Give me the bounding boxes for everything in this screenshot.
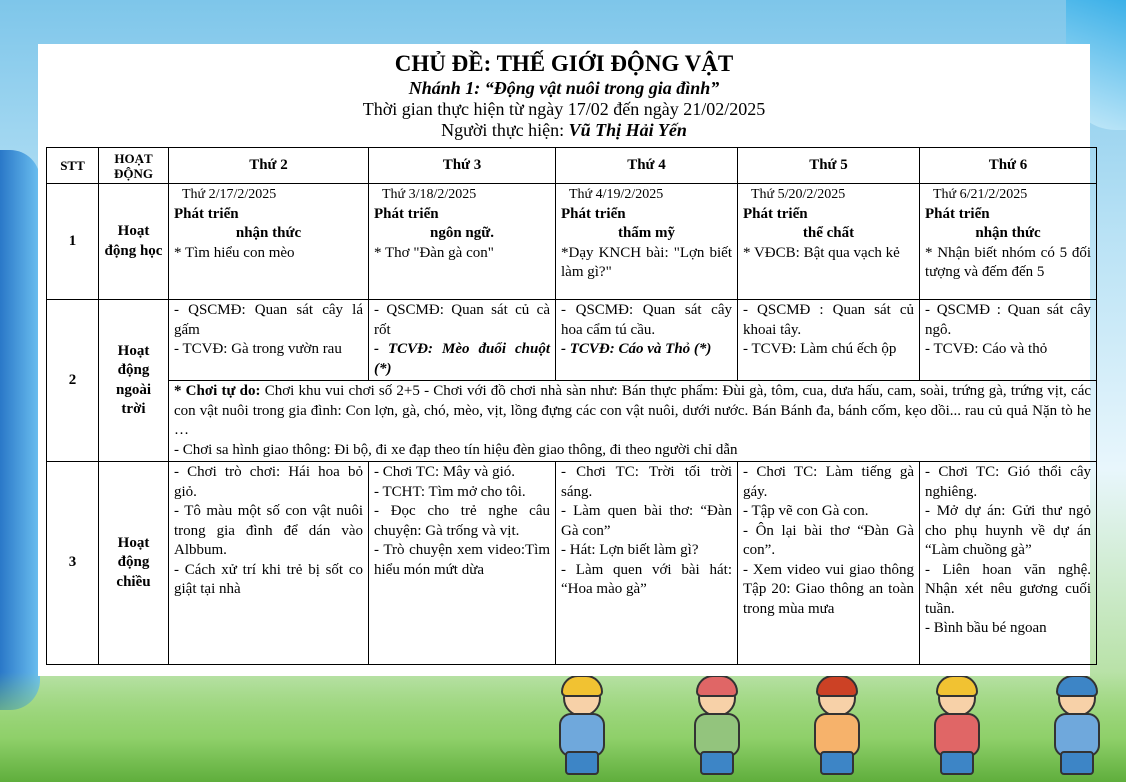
afternoon-cell-friday <box>920 462 1097 665</box>
lesson-area: Phát triển <box>561 205 626 222</box>
header-friday: Thứ 6 <box>920 148 1097 184</box>
afternoon-item: - Cách xử trí khi trẻ bị sốt co giật tại nhà <box>174 561 363 597</box>
lesson-area-detail: thẩm mỹ <box>617 225 676 241</box>
outdoor-game: - TCVĐ: Cáo và Thỏ (*) <box>561 341 712 357</box>
lesson-cell-wednesday <box>556 184 738 300</box>
outdoor-observation: - QSCMĐ : Quan sát cây ngô. <box>925 302 1091 338</box>
lesson-date: Thứ 4/19/2/2025 <box>569 187 664 202</box>
outdoor-observation: - QSCMĐ: Quan sát củ cà rốt <box>374 302 550 338</box>
afternoon-item: - Trò chuyện xem video:Tìm hiểu món mứt dừa <box>374 542 550 578</box>
lesson-area: Phát triển <box>174 205 239 222</box>
table-header-row <box>47 148 1097 184</box>
afternoon-item: - Bình bầu bé ngoan <box>925 620 1047 636</box>
afternoon-item: - Chơi TC: Mây và gió. <box>374 464 515 480</box>
afternoon-item: - Đọc cho trẻ nghe câu chuyện: Gà trống và vịt. <box>374 503 550 539</box>
lesson-date: Thứ 6/21/2/2025 <box>933 187 1028 202</box>
lesson-cell-thursday <box>738 184 920 300</box>
header-monday: Thứ 2 <box>169 148 369 184</box>
outdoor-cell-monday <box>169 300 369 381</box>
activity-name: Hoạt động chiều <box>99 462 169 665</box>
branch-subtitle: Nhánh 1: “Động vật nuôi trong gia đình” <box>408 78 720 98</box>
lesson-date: Thứ 3/18/2/2025 <box>382 187 477 202</box>
lesson-content: *Dạy KNCH bài: "Lợn biết làm gì?" <box>561 244 732 280</box>
afternoon-item: - Làm quen bài thơ: “Đàn Gà con” <box>561 503 732 539</box>
lesson-area-detail: thể chất <box>802 225 855 241</box>
free-play-cell <box>169 381 1097 462</box>
outdoor-cell-thursday <box>738 300 920 381</box>
lesson-content: * Tìm hiểu con mèo <box>174 244 295 261</box>
afternoon-item: - Chơi TC: Trời tối trời sáng. <box>561 464 732 500</box>
lesson-content: * Thơ "Đàn gà con" <box>374 244 494 261</box>
outdoor-game: - TCVĐ: Làm chú ếch ộp <box>743 341 897 357</box>
left-decoration <box>0 150 40 710</box>
lesson-cell-monday <box>169 184 369 300</box>
header-thursday: Thứ 5 <box>738 148 920 184</box>
outdoor-game: - TCVĐ: Gà trong vườn rau <box>174 341 342 357</box>
page-title: CHỦ ĐỀ: THẾ GIỚI ĐỘNG VẬT <box>394 51 734 76</box>
lesson-cell-tuesday <box>369 184 556 300</box>
afternoon-item: - Hát: Lợn biết làm gì? <box>561 542 699 558</box>
afternoon-item: - TCHT: Tìm mở cho tôi. <box>374 483 526 500</box>
period-text: Thời gian thực hiện từ ngày 17/02 đến ngày 21/02/2025 <box>362 99 766 119</box>
row-number: 2 <box>47 300 99 462</box>
lesson-area: Phát triển <box>925 205 990 222</box>
outdoor-game: - TCVĐ: Cáo và thỏ <box>925 341 1048 357</box>
afternoon-item: - Làm quen với bài hát: “Hoa mào gà” <box>561 561 732 597</box>
activity-name: Hoạt động học <box>99 184 169 300</box>
author-label: Người thực hiện: <box>441 120 565 140</box>
header-wednesday: Thứ 4 <box>556 148 738 184</box>
row-number: 3 <box>47 462 99 665</box>
kid-swimmer-illustration <box>1040 679 1110 774</box>
table-row <box>47 184 1097 300</box>
document-header <box>38 50 1090 140</box>
table-row <box>47 300 1097 381</box>
free-play-label: * Chơi tự do: <box>174 383 261 399</box>
lesson-content: * VĐCB: Bật qua vạch kẻ <box>743 244 900 261</box>
lesson-cell-friday <box>920 184 1097 300</box>
outdoor-cell-friday <box>920 300 1097 381</box>
lesson-area: Phát triển <box>743 205 808 222</box>
lesson-area-detail: ngôn ngữ. <box>429 225 495 241</box>
kid-weightlifter-illustration <box>545 679 615 774</box>
header-tuesday: Thứ 3 <box>369 148 556 184</box>
document-page <box>38 44 1090 676</box>
outdoor-observation: - QSCMĐ: Quan sát cây lá gấm <box>174 302 363 338</box>
free-play-text: Chơi khu vui chơi số 2+5 - Chơi với đồ chơi nhà sàn như: Bán thực phẩm: Đùi gà, tôm, cua, dưa hấu, cam, soài, trứng gà, trứng vịt, các con vật nuôi trong gia đình: Con lợn, gà, chó, mèo, vịt, lồng đựng các con vật nuôi, dưới nước. Bán Bánh đa, bánh cốm, kẹo dồi... rau củ quả Nặn tò he … <box>174 383 1092 438</box>
outdoor-game: - TCVĐ: Mèo đuổi chuột (*) <box>374 341 550 377</box>
header-activity: HOẠT ĐỘNG <box>99 148 169 184</box>
afternoon-cell-thursday <box>738 462 920 665</box>
afternoon-cell-monday <box>169 462 369 665</box>
afternoon-item: - Tập vẽ con Gà con. <box>743 503 869 519</box>
header-stt: STT <box>47 148 99 184</box>
lesson-area-detail: nhận thức <box>975 225 1041 241</box>
table-row <box>47 381 1097 462</box>
kid-skier-illustration <box>680 679 750 774</box>
afternoon-item: - Chơi TC: Gió thổi cây nghiêng. <box>925 464 1091 500</box>
lesson-area: Phát triển <box>374 205 439 222</box>
afternoon-item: - Liên hoan văn nghệ. Nhận xét nêu gương cuối tuần. <box>925 561 1091 617</box>
afternoon-item: - Chơi TC: Làm tiếng gà gáy. <box>743 464 914 500</box>
lesson-content: * Nhận biết nhóm có 5 đối tượng và đếm đến 5 <box>925 244 1091 280</box>
afternoon-cell-tuesday <box>369 462 556 665</box>
kid-baseball-illustration <box>800 679 870 774</box>
afternoon-item: - Xem video vui giao thông Tập 20: Giao thông an toàn trong mùa mưa <box>743 561 914 617</box>
outdoor-observation: - QSCMĐ: Quan sát cây hoa cẩm tú cầu. <box>561 302 732 338</box>
lesson-date: Thứ 2/17/2/2025 <box>182 187 277 202</box>
row-number: 1 <box>47 184 99 300</box>
outdoor-cell-wednesday <box>556 300 738 381</box>
outdoor-cell-tuesday <box>369 300 556 381</box>
table-row <box>47 462 1097 665</box>
kid-ball-illustration <box>920 679 990 774</box>
afternoon-item: - Chơi trò chơi: Hái hoa bỏ giỏ. <box>174 464 363 500</box>
schedule-table <box>46 147 1097 665</box>
outdoor-observation: - QSCMĐ : Quan sát củ khoai tây. <box>743 302 914 338</box>
afternoon-cell-wednesday <box>556 462 738 665</box>
lesson-area-detail: nhận thức <box>235 225 302 241</box>
traffic-play-text: - Chơi sa hình giao thông: Đi bộ, đi xe đạp theo tín hiệu đèn giao thông, đi theo người chỉ dẫn <box>174 441 738 458</box>
afternoon-item: - Ôn lại bài thơ “Đàn Gà con”. <box>743 522 914 558</box>
author-name: Vũ Thị Hải Yến <box>568 120 687 140</box>
author-line <box>38 120 1090 140</box>
afternoon-item: - Tô màu một số con vật nuôi trong gia đình để dán vào Albbum. <box>174 503 363 558</box>
afternoon-item: - Mở dự án: Gửi thư ngỏ cho phụ huynh về dự án “Làm chuồng gà” <box>925 503 1091 558</box>
activity-name: Hoạt động ngoài trời <box>99 300 169 462</box>
lesson-date: Thứ 5/20/2/2025 <box>751 187 846 202</box>
